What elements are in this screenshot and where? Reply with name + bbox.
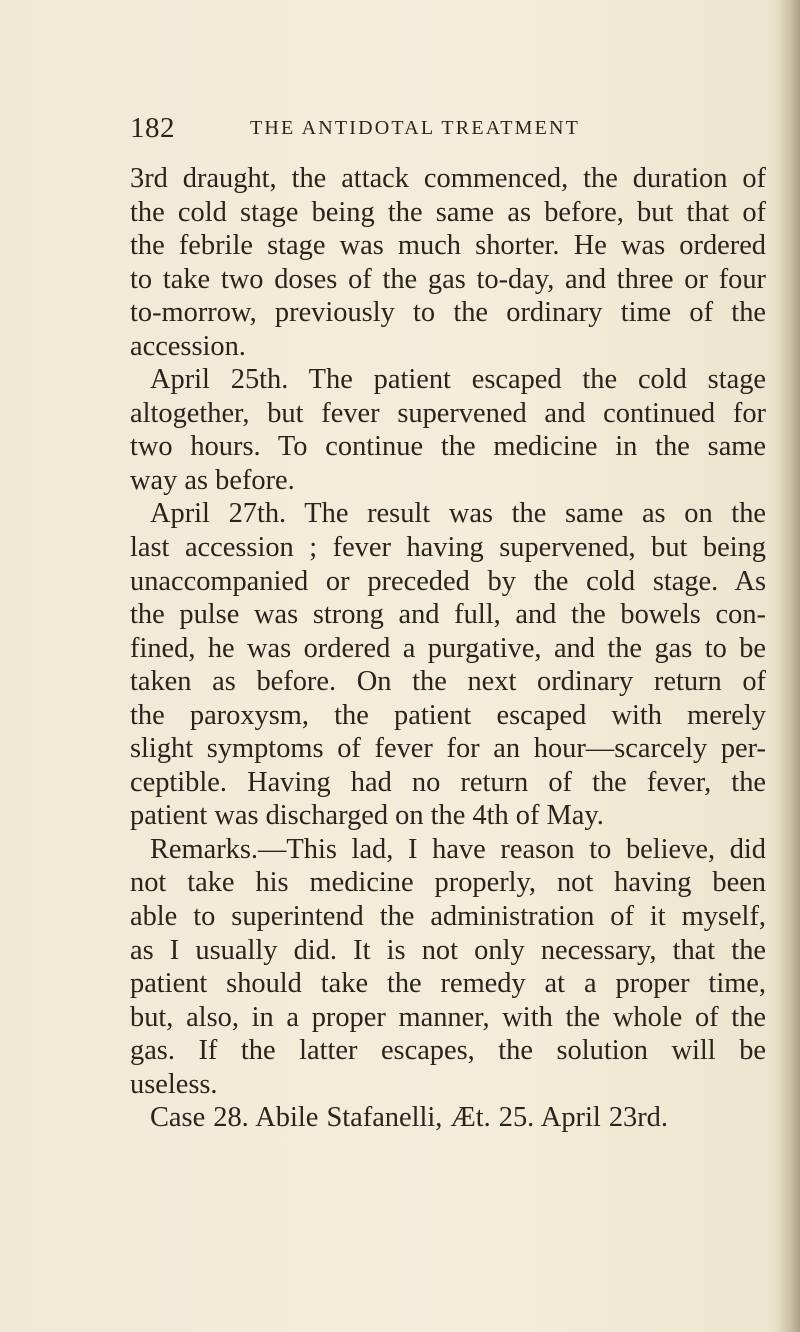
text-line: to-morrow, previously to the ordinary time of the: [130, 297, 766, 329]
text-line: 3rd draught, the attack commenced, the duration of: [130, 163, 766, 194]
text-line: as I usually did. It is not only necessary, that the: [130, 934, 766, 966]
text-line: accession.: [130, 330, 246, 362]
text-line: gas. If the latter escapes, the solution will be: [130, 1035, 766, 1067]
text-line: April 27th. The result was the same as on the: [150, 498, 766, 530]
running-head: THE ANTIDOTAL TREATMENT: [250, 117, 581, 139]
text-line: the paroxysm, the patient escaped with merely: [130, 699, 766, 731]
text-line: the febrile stage was much shorter. He was ordered: [130, 230, 766, 262]
text-line: useless.: [130, 1068, 218, 1100]
text-line: altogether, but fever supervened and continued for: [130, 397, 766, 429]
text-line: slight symptoms of fever for an hour—scarcely per-: [130, 733, 766, 765]
text-line: taken as before. On the next ordinary return of: [130, 666, 766, 698]
text-line: last accession ; fever having supervened, but being: [130, 532, 766, 564]
text-line: the pulse was strong and full, and the bowels con-: [130, 599, 766, 631]
text-line: ceptible. Having had no return of the fever, the: [130, 766, 766, 798]
text-line: fined, he was ordered a purgative, and the gas to be: [130, 632, 766, 664]
text-line: able to superintend the administration of it myself,: [130, 901, 766, 933]
text-line: the cold stage being the same as before, but that of: [130, 196, 766, 228]
text-line: Remarks.—This lad, I have reason to believe, did: [150, 833, 766, 865]
case-heading-line: Case 28. Abile Stafanelli, Æt. 25. April 23rd.: [150, 1102, 668, 1134]
text-line: two hours. To continue the medicine in the same: [130, 431, 766, 463]
page-header: [130, 112, 750, 152]
text-line: to take two doses of the gas to-day, and three or four: [130, 263, 766, 295]
text-line: patient was discharged on the 4th of May.: [130, 800, 604, 832]
text-line: not take his medicine properly, not having been: [130, 867, 766, 899]
page-number: 182: [130, 112, 175, 144]
text-line: April 25th. The patient escaped the cold stage: [150, 364, 766, 396]
text-line: but, also, in a proper manner, with the whole of the: [130, 1001, 766, 1033]
text-line: unaccompanied or preceded by the cold stage. As: [130, 565, 766, 597]
body-text: [130, 162, 766, 1135]
text-line: patient should take the remedy at a proper time,: [130, 968, 766, 1000]
text-line: way as before.: [130, 464, 295, 496]
page-edge-shadow: [778, 0, 800, 1332]
